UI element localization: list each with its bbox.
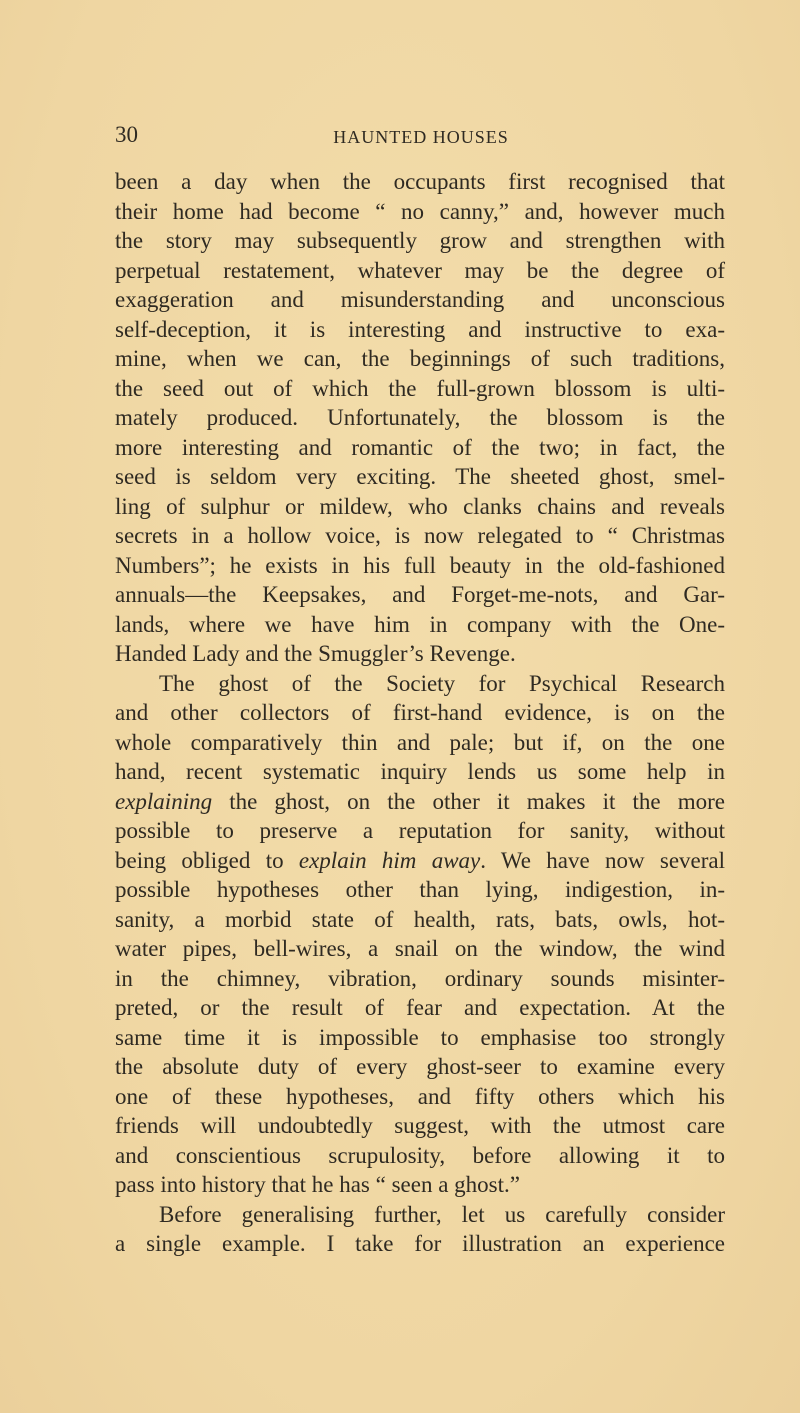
text-line (115, 1023, 725, 1053)
text-line (115, 403, 725, 433)
text-line (115, 1082, 725, 1112)
text-line (115, 492, 725, 522)
text-line (115, 787, 725, 817)
text-segment: the story may subsequently grow and strengthen with (115, 228, 725, 253)
text-segment: being obliged to (115, 847, 299, 873)
text-line (115, 1170, 725, 1200)
text-line (115, 905, 725, 935)
text-line (115, 1052, 725, 1082)
text-line (115, 1141, 725, 1171)
text-segment: exaggeration and misunderstanding and unconscious (115, 287, 725, 312)
text-segment: preted, or the result of fear and expectation. At the (115, 995, 725, 1020)
running-title: HAUNTED HOUSES (333, 127, 509, 147)
text-segment: more interesting and romantic of the two; in fact, the (115, 434, 725, 460)
text-line (115, 462, 725, 492)
text-segment: mine, when we can, the beginnings of such traditions, (115, 346, 725, 371)
text-segment: annuals—the Keepsakes, and Forget-me-nots, and Gar- (115, 582, 725, 607)
text-segment: and conscientious scrupulosity, before allowing it to (115, 1142, 725, 1168)
text-segment: Handed Lady and the Smuggler’s Revenge. (115, 641, 516, 666)
text-line (115, 167, 725, 197)
text-segment: lands, where we have him in company with the One- (115, 611, 725, 637)
text-line (115, 1111, 725, 1141)
text-segment: Numbers”; he exists in his full beauty in the old-fashioned (115, 552, 725, 578)
text-segment: and other collectors of first-hand evidence, is on the (115, 700, 725, 725)
text-segment: been a day when the occupants first recognised that (115, 169, 725, 194)
text-line (115, 344, 725, 374)
text-line (115, 433, 725, 463)
text-segment: seed is seldom very exciting. The sheeted ghost, smel- (115, 464, 725, 489)
text-segment: their home had become “ no canny,” and, however much (115, 198, 725, 224)
text-segment: same time it is impossible to emphasise too strongly (115, 1024, 725, 1050)
text-line (115, 728, 725, 758)
text-segment: The ghost of the Society for Psychical Research (159, 670, 725, 696)
text-segment: ling of sulphur or mildew, who clanks chains and reveals (115, 493, 725, 519)
body-text (115, 167, 725, 1259)
text-segment: a single example. I take for illustration an experience (115, 1231, 725, 1256)
text-segment: the seed out of which the full-grown blossom is ulti- (115, 375, 725, 401)
text-segment: possible to preserve a reputation for sanity, without (115, 818, 725, 843)
text-line (115, 285, 725, 315)
text-segment: secrets in a hollow voice, is now relegated to “ Christmas (115, 523, 725, 548)
page-number: 30 (115, 122, 138, 147)
text-segment: in the chimney, vibration, ordinary sounds misinter- (115, 965, 725, 991)
text-line (115, 610, 725, 640)
text-line (115, 1229, 725, 1259)
text-segment: Before generalising further, let us carefully consider (159, 1201, 725, 1227)
text-line (115, 934, 725, 964)
text-line (115, 315, 725, 345)
text-segment: whole comparatively thin and pale; but if, on the one (115, 729, 725, 755)
text-line (115, 226, 725, 256)
text-segment: mately produced. Unfortunately, the blossom is the (115, 405, 725, 430)
text-segment: one of these hypotheses, and fifty others which his (115, 1083, 725, 1109)
text-segment: . We have now several (480, 847, 726, 873)
text-segment: water pipes, bell-wires, a snail on the window, the wind (115, 936, 725, 961)
text-segment: hand, recent systematic inquiry lends us some help in (115, 759, 725, 784)
text-segment: self-deception, it is interesting and instructive to exa- (115, 316, 725, 342)
text-segment: possible hypotheses other than lying, indigestion, in- (115, 877, 725, 902)
text-line (115, 256, 725, 286)
text-line (115, 669, 725, 699)
text-line (115, 580, 725, 610)
text-line (115, 816, 725, 846)
text-line (115, 521, 725, 551)
text-segment: pass into history that he has “ seen a ghost.” (115, 1172, 520, 1197)
text-segment: perpetual restatement, whatever may be the degree of (115, 257, 725, 283)
text-line (115, 698, 725, 728)
text-line (115, 374, 725, 404)
italic-text: explaining (115, 788, 213, 814)
text-segment: sanity, a morbid state of health, rats, bats, owls, hot- (115, 906, 725, 932)
text-line (115, 757, 725, 787)
text-line (115, 1200, 725, 1230)
text-line (115, 846, 725, 876)
text-segment: friends will undoubtedly suggest, with the utmost care (115, 1113, 725, 1138)
text-line (115, 964, 725, 994)
text-segment: the absolute duty of every ghost-seer to examine every (115, 1054, 725, 1079)
text-line (115, 875, 725, 905)
text-line (115, 197, 725, 227)
text-line (115, 551, 725, 581)
text-segment: the ghost, on the other it makes it the more (212, 788, 725, 814)
italic-text: explain him away (298, 847, 481, 873)
text-line (115, 993, 725, 1023)
text-line (115, 639, 725, 669)
